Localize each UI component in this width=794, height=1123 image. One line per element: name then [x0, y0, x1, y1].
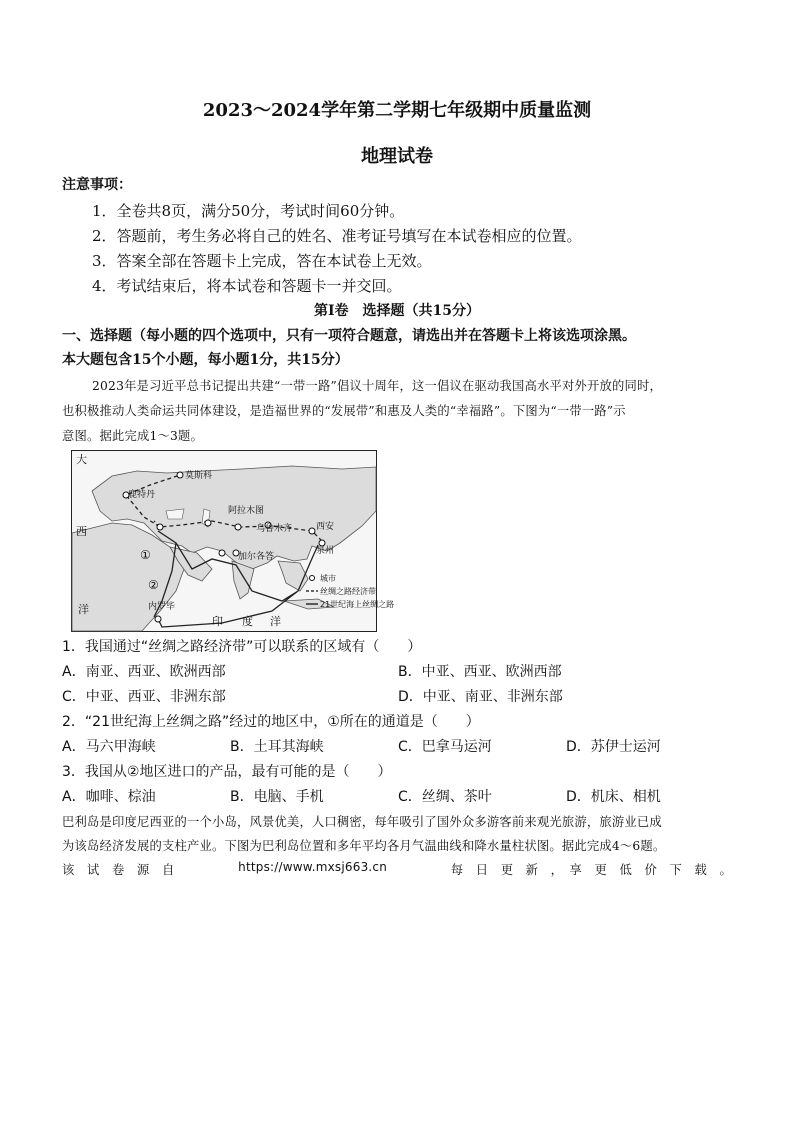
source-note-part1: 该 试 卷 源 自 — [62, 863, 175, 877]
question-2-option-c: C．巴拿马运河 — [398, 739, 492, 755]
black-sea — [166, 509, 184, 519]
part1-heading: 第Ⅰ卷 选择题（共15分） — [313, 303, 481, 319]
label-xian: 西安 — [316, 522, 335, 532]
notice-item-3: 3．答案全部在答题卡上完成，答在本试卷上无效。 — [92, 252, 432, 270]
label-indian-ocean-1: 印 — [212, 615, 223, 628]
map-svg — [72, 451, 395, 631]
passage1-line2: 也积极推动人类命运共同体建设，是造福世界的“发展带”和惠及人类的“幸福路”。下图为“一带一路”示 — [62, 404, 626, 418]
part1-instruction-2: 本大题包含15个小题，每小题1分，共15分） — [62, 352, 349, 368]
sea-asia-landmass — [278, 561, 308, 591]
city-moscow-marker — [177, 472, 183, 478]
part1-instruction-1: 一、选择题（每小题的四个选项中，只有一项符合题意，请选出并在答题卡上将该选项涂黑。 — [62, 328, 636, 344]
question-3-option-a: A．咖啡、棕油 — [62, 789, 156, 805]
label-ocean-left-bottom: 洋 — [78, 603, 89, 616]
page-subtitle: 地理试卷 — [361, 146, 433, 167]
page-title: 2023～2024学年第二学期七年级期中质量监测 — [202, 100, 592, 121]
notice-heading: 注意事项： — [62, 177, 132, 193]
label-nairobi: 内罗毕 — [148, 602, 176, 612]
question-2-option-b: B．土耳其海峡 — [230, 739, 324, 755]
question-3-option-d: D．机床、相机 — [566, 789, 661, 805]
passage2-line1: 巴利岛是印度尼西亚的一个小岛，风景优美，人口稠密，每年吸引了国外众多游客前来观光旅游，旅游业已成 — [62, 815, 662, 829]
belt-road-map — [71, 450, 395, 632]
question-3-option-c: C．丝绸、茶叶 — [398, 789, 492, 805]
question-1-option-d: D．中亚、南亚、非洲东部 — [398, 689, 563, 705]
label-kolkata: 加尔各答 — [238, 552, 275, 562]
question-1-option-b: B．中亚、西亚、欧洲西部 — [398, 664, 562, 680]
legend-city-symbol — [310, 576, 315, 581]
passage1-line3: 意图。据此完成1～3题。 — [62, 429, 204, 443]
city-almaty-marker — [235, 524, 241, 530]
source-note-part2: 每 日 更 新 ， 享 更 低 价 下 载 。 — [450, 863, 732, 877]
label-ocean-left-top: 大 — [76, 453, 87, 466]
source-note — [62, 860, 732, 878]
label-almaty: 阿拉木图 — [228, 506, 265, 516]
city-extra-marker-1 — [205, 520, 211, 526]
city-extra-marker-2 — [157, 524, 163, 530]
map-legend — [306, 573, 394, 609]
question-1-stem: 1．我国通过“丝绸之路经济带”可以联系的区域有（ ） — [62, 639, 422, 655]
notice-item-1: 1．全卷共8页，满分50分，考试时间60分钟。 — [92, 202, 405, 220]
notice-item-4: 4．考试结束后，将本试卷和答题卡一并交回。 — [92, 277, 402, 295]
label-rotterdam: 鹿特丹 — [128, 490, 156, 500]
question-2-option-a: A．马六甲海峡 — [62, 739, 156, 755]
question-3-option-b: B．电脑、手机 — [230, 789, 324, 805]
city-xian-marker — [309, 528, 315, 534]
question-1-option-a: A．南亚、西亚、欧洲西部 — [62, 664, 226, 680]
legend-road: 21世纪海上丝绸之路 — [320, 600, 395, 609]
label-moscow: 莫斯科 — [185, 471, 213, 481]
legend-belt: 丝绸之路经济带 — [320, 587, 376, 596]
legend-city: 城市 — [320, 574, 336, 583]
label-quanzhou: 泉州 — [316, 546, 335, 556]
passage1-line1: 2023年是习近平总书记提出共建“一带一路”倡议十周年，这一倡议在驱动我国高水平对外开放的同时， — [92, 379, 662, 393]
notice-item-2: 2．答题前，考生务必将自己的姓名、准考证号填写在本试卷相应的位置。 — [92, 227, 582, 245]
label-urumqi: 乌鲁木齐 — [256, 524, 293, 534]
question-3-stem: 3．我国从②地区进口的产品，最有可能的是（ ） — [62, 764, 392, 780]
passage2-line2: 为该岛经济发展的支柱产业。下图为巴利岛位置和多年平均各月气温曲线和降水量柱状图。据此完成4～6题。 — [62, 839, 666, 853]
source-url[interactable]: https://www.mxsj663.cn — [238, 860, 388, 874]
city-nairobi-marker — [155, 616, 161, 622]
label-indian-ocean-3: 洋 — [270, 615, 281, 628]
label-ocean-left-mid: 西 — [76, 525, 87, 538]
label-circle-1: ① — [140, 548, 151, 562]
question-2-option-d: D．苏伊士运河 — [566, 739, 661, 755]
label-circle-2: ② — [148, 578, 159, 592]
question-1-option-c: C．中亚、西亚、非洲东部 — [62, 689, 226, 705]
question-2-stem: 2．“21世纪海上丝绸之路”经过的地区中，①所在的通道是（ ） — [62, 714, 480, 730]
label-indian-ocean-2: 度 — [242, 615, 253, 628]
city-extra-marker-3 — [219, 550, 225, 556]
